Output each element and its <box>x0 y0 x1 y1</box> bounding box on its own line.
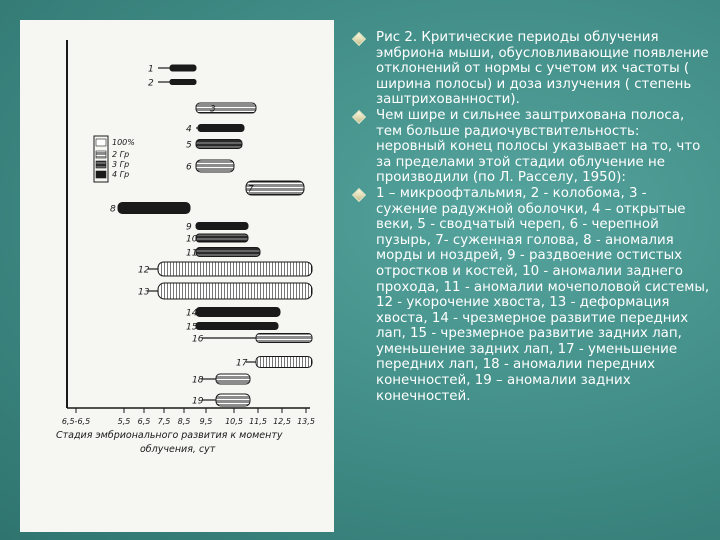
legend-swatch <box>96 151 106 158</box>
x-tick-label: 12,5 <box>273 417 291 426</box>
figure-drawing <box>20 20 334 532</box>
bar-row-17 <box>256 357 312 368</box>
bullet-text: Чем шире и сильнее заштрихована полоса, тем больше радиочувствительность: неровный конец полосы указывает на то, что за пределами этой стадии облучение не производили (по Л. Расселу, 1950): <box>376 107 701 186</box>
bar-row-7 <box>246 181 304 195</box>
row-label: 1 <box>148 64 154 75</box>
row-label: 8 <box>110 204 116 215</box>
row-label: 5 <box>186 140 192 151</box>
bar-row-14 <box>196 308 280 317</box>
legend-swatch <box>96 161 106 168</box>
bar-row-18 <box>216 374 250 384</box>
bar-row-9 <box>196 223 248 230</box>
legend-swatch <box>96 171 106 178</box>
row-label: 15 <box>186 322 198 333</box>
row-label: 10 <box>186 234 198 245</box>
row-label: 13 <box>138 287 150 298</box>
bar-row-12 <box>158 262 312 276</box>
bar-row-6 <box>196 160 234 172</box>
diamond-bullet-icon <box>352 188 366 202</box>
x-tick-label: 10,5 <box>225 417 243 426</box>
bars-group <box>118 65 312 406</box>
row-label: 12 <box>138 265 150 276</box>
diamond-bullet-icon <box>352 110 366 124</box>
x-axis-label-line1: Стадия эмбрионального развития к моменту <box>56 430 283 441</box>
x-tick-label: 9,5 <box>199 417 213 426</box>
x-tick-label: 6,5-6,5 <box>61 417 91 426</box>
slide-text <box>352 30 710 404</box>
bullet-item-caption <box>352 30 710 108</box>
bar-row-13 <box>158 283 312 299</box>
bar-row-4 <box>198 125 244 132</box>
row-label: 7 <box>248 184 254 195</box>
bullet-text: Рис 2. Критические периоды облучения эмбриона мыши, обусловливающие появление отклонений от нормы с учетом их частоты ( ширина полосы) и доза излучения ( степень заштрихованности). <box>376 30 709 108</box>
bar-row-2 <box>170 80 196 85</box>
bar-row-8 <box>118 203 190 214</box>
row-label: 2 <box>148 78 154 89</box>
row-label: 19 <box>192 396 204 407</box>
x-tick-label: 8,5 <box>177 417 191 426</box>
x-tick-label: 6,5 <box>137 417 151 426</box>
bar-row-5 <box>196 140 242 149</box>
legend-swatch <box>96 139 106 146</box>
legend-label: 100% <box>112 138 135 147</box>
legend-group <box>94 136 135 182</box>
bar-row-19 <box>216 394 250 406</box>
x-tick-label: 11,5 <box>249 417 267 426</box>
row-label: 14 <box>186 308 198 319</box>
bar-row-3 <box>196 103 256 113</box>
x-tick-label: 7,5 <box>157 417 171 426</box>
legend-label: 3 Гр <box>112 160 130 169</box>
bar-row-11 <box>196 248 260 257</box>
bar-row-16 <box>256 334 312 343</box>
legend-label: 4 Гр <box>112 170 130 179</box>
x-ticks-group <box>62 408 315 426</box>
row-label: 11 <box>186 248 198 259</box>
x-tick-label: 5,5 <box>117 417 131 426</box>
row-label: 9 <box>186 222 192 233</box>
row-label: 17 <box>236 358 248 369</box>
legend-label: 2 Гр <box>112 150 130 159</box>
x-tick-label: 13,5 <box>297 417 315 426</box>
row-label: 6 <box>186 162 192 173</box>
bullet-text: 1 – микроофтальмия, 2 - колобома, 3 - сужение радужной оболочки, 4 – открытые веки, 5 - сводчатый череп, 6 - черепной пузырь, 7- суженная голова, 8 - аномалия морды и ноздрей, 9 - раздвоение остистых отростков и костей, 10 - аномалии заднего прохода, 11 - аномалии мочеполовой системы, 12 - укорочение хвоста, 13 - деформация хвоста, 14 - чрезмерное развитие передних лап, 15 - чрезмерное развитие задних лап, уменьшение задних лап, 17 - уменьшение передних лап, 18 - аномалии передних конечностей, 19 – аномалии задних конечностей. <box>376 185 710 404</box>
bar-row-15 <box>196 323 278 330</box>
row-label: 16 <box>192 334 204 345</box>
diamond-bullet-icon <box>352 32 366 46</box>
x-axis-label-line2: облучения, сут <box>140 444 216 455</box>
bar-row-1 <box>170 65 196 71</box>
row-label: 4 <box>186 124 192 135</box>
radiation-periods-figure <box>20 20 334 532</box>
bar-row-10 <box>196 234 248 242</box>
row-label: 18 <box>192 375 204 386</box>
bullet-item-explanation <box>352 108 710 186</box>
row-label: 3 <box>210 104 216 115</box>
bullet-item-legend <box>352 186 710 404</box>
